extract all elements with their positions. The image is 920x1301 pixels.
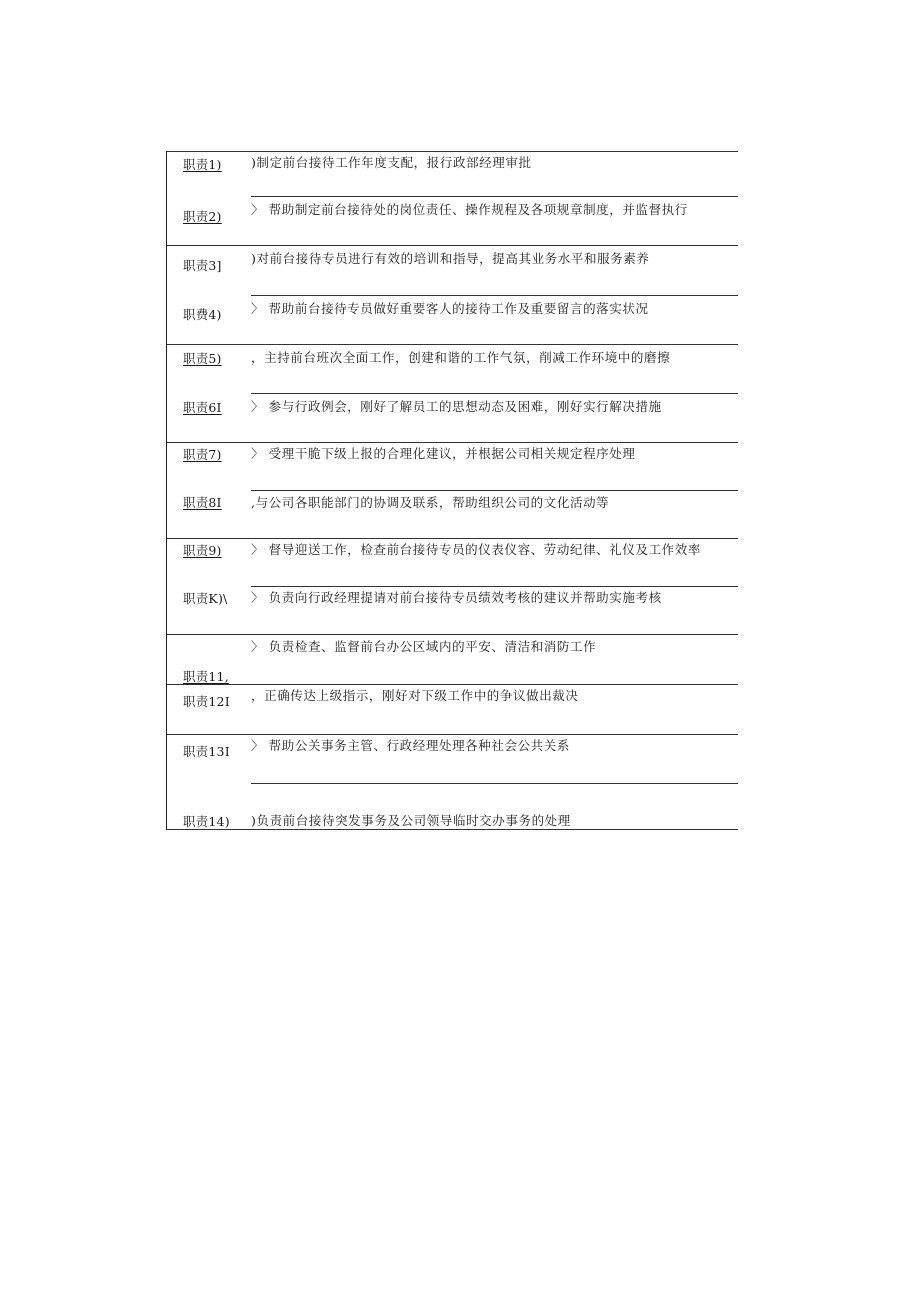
duty-label: 职责14): [183, 814, 230, 829]
duty-text: 〉 帮助制定前台接待处的岗位责任、操作规程及各项规章制度，并监督执行: [251, 202, 688, 217]
duty-text: )制定前台接待工作年度支配，报行政部经理审批: [251, 155, 532, 170]
duty-label: 职责1): [183, 157, 222, 172]
row-divider: [251, 586, 738, 587]
row-divider: [167, 684, 738, 685]
duty-label: 职责5): [183, 351, 222, 366]
row-divider: [167, 245, 738, 246]
row-divider: [167, 734, 738, 735]
duty-text: 〉 帮助公关事务主管、行政经理处理各种社会公共关系: [251, 738, 570, 753]
duty-text: 〉 帮助前台接待专员做好重要客人的接待工作及重要留言的落实状况: [251, 301, 649, 316]
duty-text: ，主持前台班次全面工作，创建和谐的工作气氛，削减工作环境中的磨擦: [251, 350, 671, 365]
row-divider: [251, 393, 738, 394]
row-divider: [251, 295, 738, 296]
duty-text: 〉 参与行政例会，刚好了解员工的思想动态及困难，刚好实行解决措施: [251, 399, 662, 414]
duty-label: 职责8I: [183, 495, 222, 510]
duty-label: 职责6I: [183, 400, 222, 415]
duty-text: )负责前台接待突发事务及公司领导临时交办事务的处理: [251, 813, 571, 828]
duty-text: )对前台接待专员进行有效的培训和指导，提高其业务水平和服务素养: [251, 251, 650, 266]
duty-text: ，正确传达上级指示，刚好对下级工作中的争议做出裁决: [251, 688, 579, 703]
duty-table: [166, 151, 738, 830]
duty-label: 职责9): [183, 543, 222, 558]
row-divider: [251, 783, 738, 784]
duty-text: ,与公司各职能部门的协调及联系，帮助组织公司的文化活动等: [251, 495, 610, 510]
duty-label: 职责K)\: [183, 591, 228, 606]
row-divider: [167, 538, 738, 539]
duty-text: 〉 负责向行政经理提请对前台接待专员绩效考核的建议并帮助实施考核: [251, 590, 662, 605]
duty-text: 〉 负责检查、监督前台办公区域内的平安、清洁和消防工作: [251, 639, 597, 654]
duty-label: 职责2): [183, 209, 222, 224]
duty-label: 职责12I: [183, 694, 230, 709]
row-divider: [167, 344, 738, 345]
table-top-rule: [167, 151, 738, 152]
duty-label: 职费4): [183, 307, 222, 322]
duty-label: 职责13I: [183, 744, 230, 759]
row-divider: [251, 490, 738, 491]
duty-text: 〉 受理干脆下级上报的合理化建议，并根据公司相关规定程序处理: [251, 446, 636, 461]
row-divider: [167, 634, 738, 635]
duty-text: 〉 督导迎送工作，检查前台接待专员的仪表仪容、劳动纪律、礼仪及工作效率: [251, 542, 701, 557]
row-divider: [167, 442, 738, 443]
row-divider: [251, 196, 738, 197]
duty-label: 职责3]: [183, 258, 222, 273]
table-bottom-rule: [167, 829, 738, 830]
duty-label: 职责7): [183, 447, 222, 462]
duty-label: 职责11,: [183, 669, 229, 684]
